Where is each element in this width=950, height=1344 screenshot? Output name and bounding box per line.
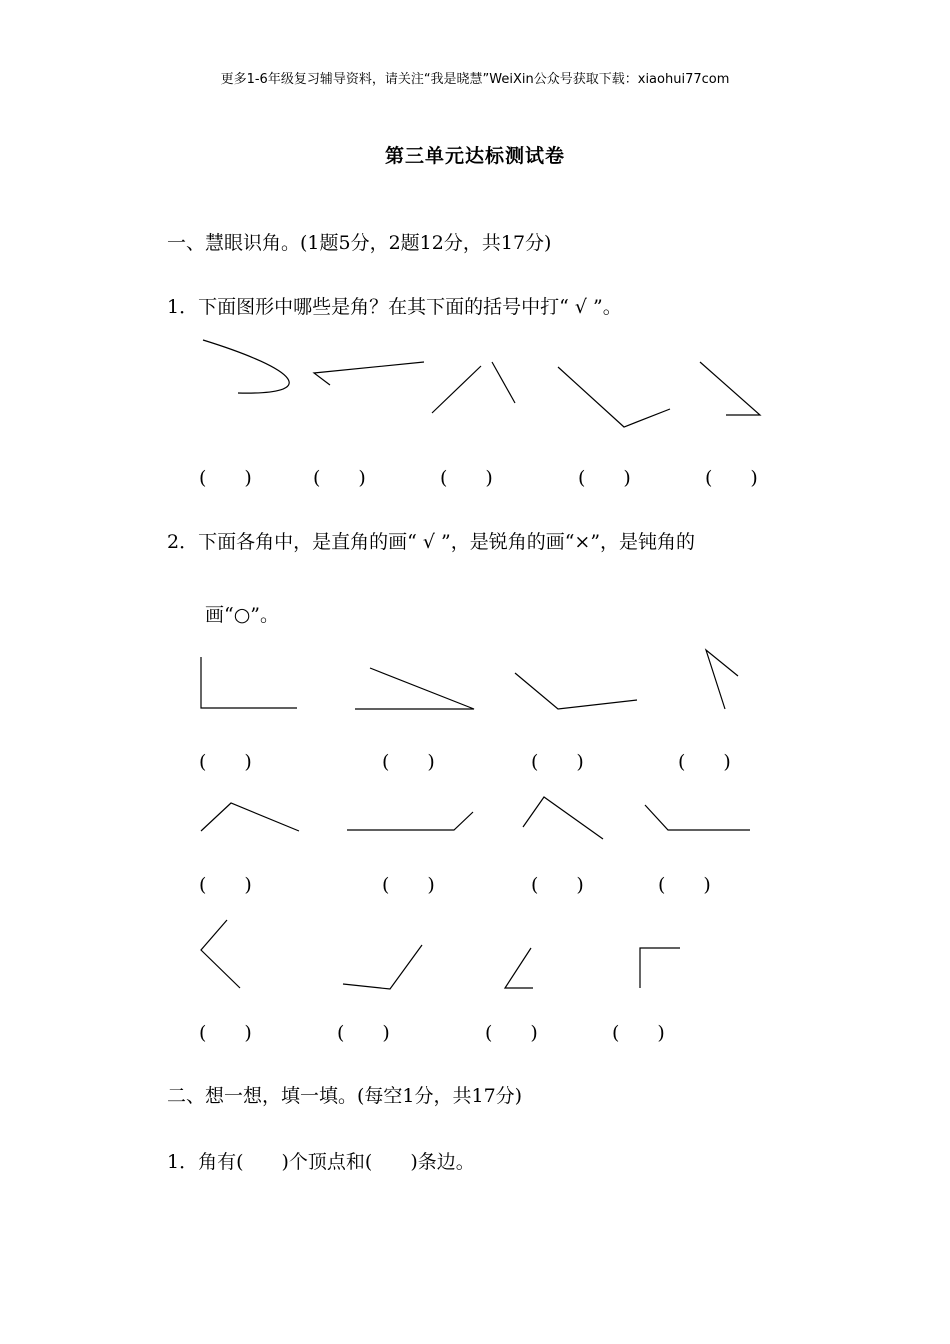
- figure-open-angle: [314, 362, 424, 385]
- q1-blank-5[interactable]: ( ): [705, 467, 758, 489]
- q2-row2-blank-1[interactable]: ( ): [199, 874, 252, 896]
- page-title: 第三单元达标测试卷: [384, 145, 565, 167]
- q1-blank-1[interactable]: ( ): [199, 467, 252, 489]
- q2-row2-blank-4[interactable]: ( ): [658, 874, 711, 896]
- angle-obtuse-4: [645, 805, 750, 830]
- header-note: 更多1-6年级复习辅导资料，请关注“我是晓慧”WeiXin公众号获取下载：xiaohui77com: [220, 72, 730, 87]
- angle-obtuse-1: [515, 673, 637, 709]
- question2-1-text: 1．角有( )个顶点和( )条边。: [167, 1151, 475, 1173]
- q1-blank-3[interactable]: ( ): [440, 467, 493, 489]
- q2-row2-blank-3[interactable]: ( ): [531, 874, 584, 896]
- q1-blank-4[interactable]: ( ): [578, 467, 631, 489]
- angle-obtuse-5: [343, 945, 422, 989]
- question1-2-text-cont: 画“○”。: [205, 604, 280, 626]
- angle-acute-4: [505, 948, 533, 988]
- q2-row1-blank-1[interactable]: ( ): [199, 751, 252, 773]
- q2-row3-blank-2[interactable]: ( ): [337, 1022, 390, 1044]
- q2-row3-blank-3[interactable]: ( ): [485, 1022, 538, 1044]
- q2-row3-blank-1[interactable]: ( ): [199, 1022, 252, 1044]
- q2-row1-blank-2[interactable]: ( ): [382, 751, 435, 773]
- q1-blank-2[interactable]: ( ): [313, 467, 366, 489]
- angle-acute-2: [706, 650, 738, 709]
- q2-row3-blank-4[interactable]: ( ): [612, 1022, 665, 1044]
- question1-1-text: 1．下面图形中哪些是角？在其下面的括号中打“ √ ”。: [167, 296, 622, 318]
- figure-separate-lines: [432, 362, 515, 413]
- section1-heading: 一、慧眼识角。(1题5分，2题12分，共17分): [167, 232, 552, 254]
- angle-right-1: [201, 657, 297, 708]
- figure-angle-v: [558, 367, 670, 427]
- angle-obtuse-2: [201, 803, 299, 831]
- q2-row1-blank-4[interactable]: ( ): [678, 751, 731, 773]
- figure-angle-small: [700, 362, 760, 415]
- section2-heading: 二、想一想，填一填。(每空1分，共17分): [167, 1085, 523, 1107]
- angle-right-3: [640, 948, 680, 988]
- q2-row2-blank-2[interactable]: ( ): [382, 874, 435, 896]
- question1-2-text: 2．下面各角中，是直角的画“ √ ”，是锐角的画“×”，是钝角的: [167, 531, 696, 553]
- angle-acute-3: [523, 797, 603, 839]
- q2-row1-blank-3[interactable]: ( ): [531, 751, 584, 773]
- figure-curve: [203, 340, 289, 393]
- angle-acute-1: [355, 668, 474, 709]
- angle-obtuse-3: [347, 812, 473, 830]
- angle-right-2: [201, 920, 240, 988]
